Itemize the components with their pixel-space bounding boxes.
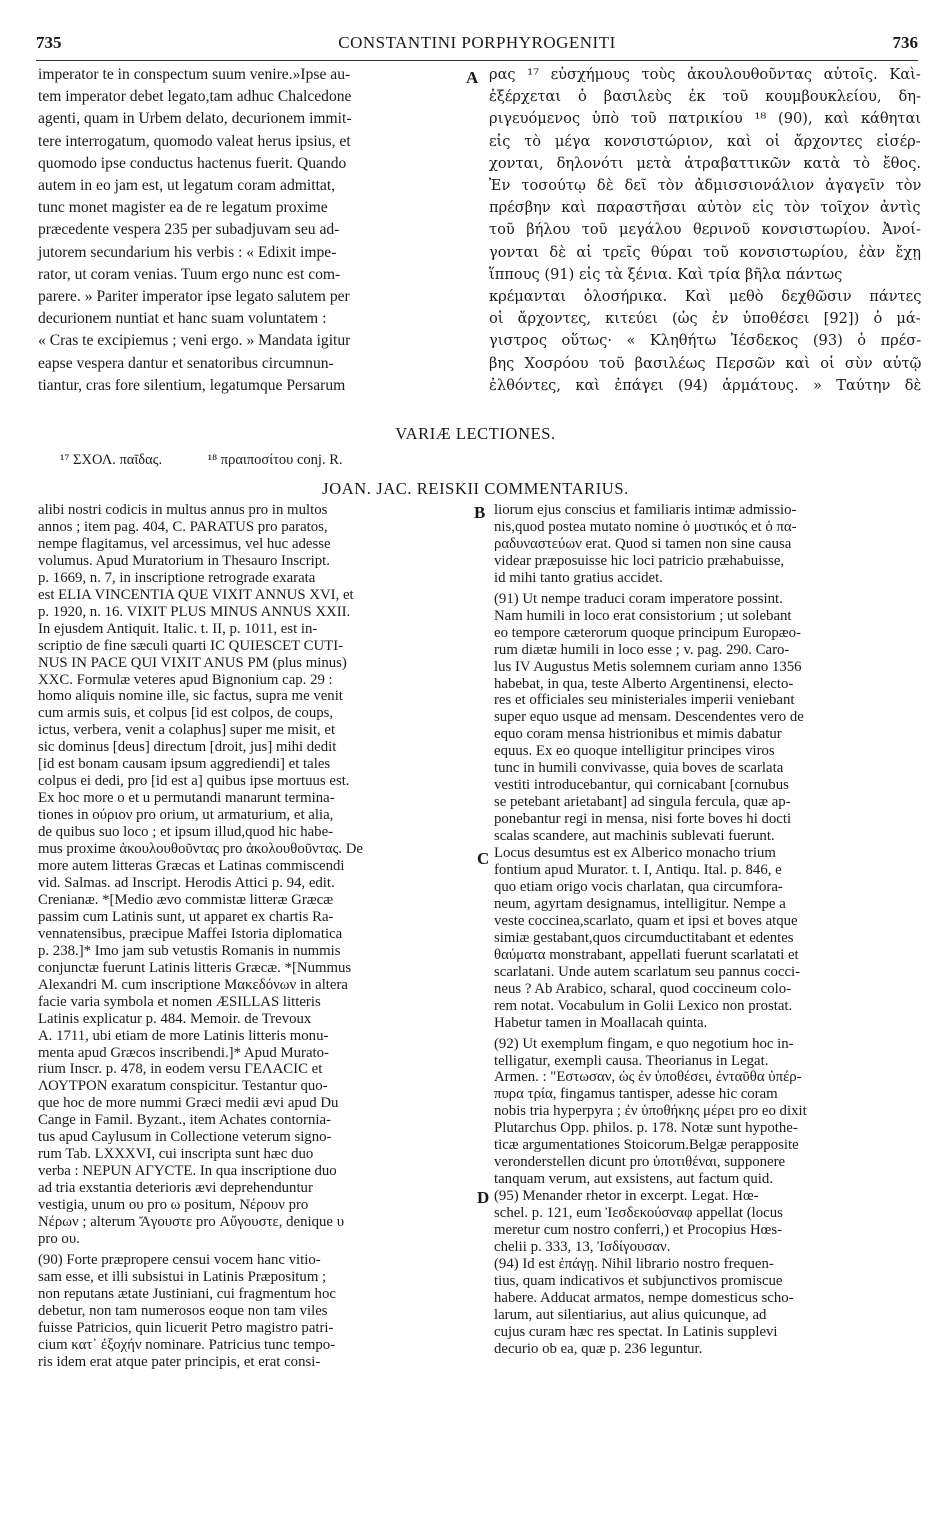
text-line: sic dominus [deus] directum [droit, jus] mihi dedit — [38, 739, 337, 756]
text-line: fontium apud Murator. t. I, Antiqu. Ital. p. 846, e — [494, 862, 782, 879]
text-line: agenti, quam in Urbem delato, decurionem immit- — [38, 110, 352, 128]
text-line: cum armis suis, et colpus [id est colpos, de coups, — [38, 705, 334, 722]
text-line: tanquam verum, aut exsistens, aut factum quid. — [494, 1171, 774, 1188]
text-line: videar præposuisse hic loci patricio præhabuisse, — [494, 552, 785, 569]
text-line: veronderstellen dicunt pro ὑποτιθέναι, supponere — [494, 1154, 786, 1171]
text-line: parere. » Pariter imperator ipse legato salutem per — [38, 288, 350, 306]
text-line: ris idem erat atque pater principis, et erat consi- — [38, 1353, 321, 1370]
latin-translation-column — [38, 64, 466, 397]
text-line: scalas scandere, aut machinis sublevati fuerunt. — [494, 828, 775, 845]
text-line: Latinis explicatur p. 484. Memoir. de Trevoux — [38, 1010, 312, 1027]
text-line: neus ? Ab Arabico, scharal, quod coccineum colo- — [494, 980, 792, 997]
text-line: præcedente vespera 235 per subadjuvam seu ad- — [38, 221, 340, 239]
text-line: tiantur, cras fore silentium, legatumque Persarum — [38, 376, 346, 394]
text-line: cium κατ᾽ ἐξοχήν nominare. Patricius tunc tempo- — [38, 1336, 336, 1353]
text-line: Ἐν τοσούτῳ δὲ δεῖ τὸν ἀδμισσιονάλιον ἀγαγεῖν τὸν — [489, 177, 922, 195]
text-line: τοῦ βήλου τοῦ μεγάλου θερινοῦ κονσιστωρίου. Ἀνοί- — [489, 221, 921, 239]
text-line: Cange in Famil. Byzant., item Achates contornia- — [38, 1112, 331, 1129]
text-line: facie varia symbola et nomen ÆSILLAS litteris — [38, 993, 321, 1010]
text-line: rum Tab. LXXXVI, cui inscripta sunt hæc duo — [38, 1146, 314, 1163]
text-line: annos ; item pag. 404, C. PARATUS pro paratos, — [38, 518, 328, 535]
text-line: conjunctæ fuerunt Latinis litteris Græcæ. *[Nummus — [38, 959, 352, 976]
text-line: super equo usque ad mensam. Descendentes vero de — [494, 709, 804, 726]
text-line: (95) Menander rhetor in excerpt. Legat. Hœ- — [494, 1188, 759, 1205]
text-line: (92) Ut exemplum fingam, e quo negotium hoc in- — [494, 1035, 794, 1052]
text-line: vennatensibus, præcipue Maffei Istoria diplomatica — [38, 925, 343, 942]
text-line: Locus desumtus est ex Alberico monacho trium — [494, 845, 776, 862]
text-line: ΛΟΥΤΡΟΝ exaratum conspicitur. Testantur quo- — [38, 1078, 328, 1095]
text-line: tunc in humili convivasse, quia boves de scarlata — [494, 760, 784, 777]
text-line: p. 1669, n. 7, in inscriptione retrograde exarata — [38, 569, 316, 586]
page-header — [36, 33, 918, 57]
text-line: ἐλθόντες, καὶ ἐπάγει (94) ἀρμάτους. » Ταύτην δὲ — [489, 376, 922, 394]
text-line: (90) Forte præpropere censui vocem hanc vitio- — [38, 1251, 321, 1268]
text-line: scriptio de fine sæculi quarti IC QUIESCET CUTI- — [38, 637, 344, 654]
text-line: schel. p. 121, eum Ἰεσδεκούσναφ appellat (locus — [494, 1205, 783, 1222]
running-title: CONSTANTINI PORPHYROGENITI — [338, 33, 616, 52]
text-line: habebat, in qua, teste Alberto Argentinensi, electo- — [494, 675, 794, 692]
text-line: tiones in ούριον pro orium, ut armaturium, et alia, — [38, 807, 334, 824]
text-line: verba : NEPUN AΓΥCTE. In qua inscriptione duo — [38, 1163, 337, 1180]
text-line: (91) Ut nempe traduci coram imperatore possint. — [494, 590, 783, 607]
margin-marker-a: A — [466, 68, 479, 87]
text-line: p. 238.]* Imo jam sub vetustis Romanis in nummis — [38, 942, 341, 959]
text-line: simiæ gestabant,quos circumductitabant et edentes — [494, 929, 794, 946]
text-line: se petebant arietabant] ad singula fercula, quæ ap- — [494, 794, 791, 811]
margin-marker-b: B — [474, 503, 486, 522]
text-line: more autem litteras Græcas et Latinas commiscendi — [38, 858, 345, 875]
text-line: de quibus suo loco ; et ipsum illud,quod hic habe- — [38, 824, 334, 841]
text-line: equus. Ex eo quoque intelligitur principes viros — [494, 743, 775, 760]
text-line: εἰς τὸ μέγα κονσιστώριον, καὶ οἱ ἄρχοντες εἰσέρ- — [489, 132, 921, 150]
text-line: ἵππους (91) εἰς τὰ ξένια. Καὶ τρία βῆλα πάντως — [489, 265, 843, 283]
text-line: neum, agyrtam designamus, intelligitur. Nempe a — [494, 895, 786, 912]
variant-reading: ¹⁸ πραιποσίτου conj. R. — [207, 452, 343, 468]
text-line: In ejusdem Antiquit. Italic. t. II, p. 1011, est in- — [38, 620, 318, 637]
text-line: debetur, non tam numerosos eoque non tam viles — [38, 1302, 328, 1319]
text-line: tus apud Caylusum in Collectione veterum signo- — [38, 1129, 332, 1146]
text-line: p. 1920, n. 16. VIXIT PLUS MINUS ANNUS XXII. — [38, 603, 351, 620]
text-line: ριγευόμενος ὑπὸ τοῦ πατρικίου ¹⁸ (90), καὶ κάθηται — [489, 110, 922, 128]
text-line: vid. Salmas. ad Inscript. Herodis Attici p. 94, edit. — [38, 874, 335, 891]
text-line: alibi nostri codicis in multus annus pro in multos — [38, 502, 328, 518]
text-line: rum diætæ humili in loco esse ; v. pag. 290. Caro- — [494, 641, 790, 658]
text-line: Νέρων ; alterum Ἄγουστε pro Αὔγουστε, denique υ — [38, 1214, 345, 1231]
text-line: Plutarchus Opp. philos. p. 178. Notæ sunt hypothe- — [494, 1120, 798, 1137]
text-line: βης Χοσρόου τοῦ βασιλέως Περσῶν καὶ οἱ σὺν αὐτῷ — [489, 354, 922, 372]
text-line: nempe flagitamus, vel arcessimus, vel huc adesse — [38, 535, 331, 552]
text-line: tius, quam indicativos et subjunctivos promiscue — [494, 1272, 783, 1289]
text-line: nis,quod postea mutato nomine ὁ μυστικός et ὁ πα- — [494, 518, 797, 535]
text-line: sam esse, et illi subsistui in Latinis Præpositum ; — [38, 1268, 327, 1285]
text-line: tem imperator debet legato,tam adhuc Chalcedone — [38, 88, 352, 106]
text-line: ρας ¹⁷ εὐσχήμους τοὺς ἀκουλουθοῦντας αὐτοῖς. Καὶ- — [489, 66, 921, 83]
text-line: Alexandri M. cum inscriptione Μακεδόνων in altera — [38, 976, 348, 993]
text-line: ticæ argumentationes Stoicorum.Belgæ perapposite — [494, 1137, 799, 1154]
text-line: quomodo ipse conductus hactenus fuerit. Quando — [38, 154, 347, 172]
text-line: colpus ei dedi, pro [id est a] quibus ipse mortuus est. — [38, 773, 350, 790]
text-line: lus IV Augustus Metis solemnem curiam anno 1356 — [494, 658, 802, 675]
commentary-right-column — [494, 502, 926, 1358]
text-line: γονται δὲ αἱ τρεῖς θύραι τοῦ κονσιστωρίου, ἐὰν ἔχῃ — [489, 243, 921, 261]
text-line: eapse vespera dantur et senatoribus circumnun- — [38, 354, 334, 372]
text-line: χονται, δηλονότι μετὰ ἀτραβαττικῶν κατὰ τὸ ἔθος. — [489, 154, 922, 172]
margin-marker-c: C — [477, 849, 490, 868]
text-line: Ex hoc more o et u permutandi manarunt termina- — [38, 790, 335, 807]
text-line: quo etiam origo vocis charlatan, qua circumfora- — [494, 878, 783, 895]
margin-marker-d: D — [477, 1188, 490, 1207]
text-line: πρέσβην καὶ παραστῆσαι αὐτὸν εἰς τὸν τοῖχον ἀντὶς — [489, 199, 921, 217]
text-line: fuisse Patricios, quin licuerit Petro magistro patri- — [38, 1319, 334, 1336]
variant-reading: ¹⁷ ΣΧΟΛ. παῖδας. — [60, 452, 163, 468]
text-line: ponebantur regi in mensa, nisi forte boves hi docti — [494, 811, 792, 828]
text-line: rator, ut coram venias. Tuum ergo nunc est com- — [38, 265, 341, 283]
text-line: tunc monet magister ea de re legatum proxime — [38, 199, 328, 217]
text-line: imperator te in conspectum suum venire.»Ipse au- — [38, 66, 351, 83]
text-line: eo tempore cæterorum quoque principum Europæo- — [494, 624, 801, 641]
text-line: Habetur tamen in Moallacah quinta. — [494, 1014, 708, 1031]
text-line: id mihi tanto gratius accidet. — [494, 569, 663, 586]
text-line: telligatur, exempli causa. Theorianus in Legat. — [494, 1052, 769, 1069]
text-line: [id est bonam causam ipsum aggrediendi] et tales — [38, 756, 331, 773]
text-line: ictus, verbera, venit a colaphus] super me misit, et — [38, 722, 336, 739]
page-number-left: 735 — [36, 33, 62, 52]
text-line: homo aliquis nomine ille, sic factus, supra me venit — [38, 688, 343, 705]
text-line: ραδυναστεύων erat. Quod si tamen non sine causa — [494, 535, 792, 552]
text-line: Armen. : "Εστωσαν, ὡς ἐν ὑποθέσει, ἐνταῦθα ὑπέρ- — [494, 1069, 802, 1086]
text-line: que hoc de more nummi Græci medii ævi apud Du — [38, 1095, 339, 1112]
commentary-left-column — [38, 502, 470, 1371]
text-line: chelii p. 333, 13, Ἰσδίγουσαν. — [494, 1238, 671, 1255]
text-line: Nam humili in loco erat consistorium ; ut solebant — [494, 607, 792, 624]
text-line: mus proxime ἀκουλουθοῦντας pro ἀκολουθοῦντας. De — [38, 841, 363, 858]
text-line: « Cras te excipiemus ; veni ergo. » Mandata igitur — [38, 332, 351, 350]
text-line: non reputans ætate Justiniani, cui fragmentum hoc — [38, 1285, 336, 1302]
greek-text-column — [489, 64, 921, 397]
text-line: menta apud Græcos inscribendi.]* Apud Murato- — [38, 1044, 329, 1061]
text-line: jutorem secundarium his verbis : « Edixit impe- — [38, 243, 337, 261]
text-line: οἱ ἄρχοντες, κιτεύει (ὡς ἐν ὑποθέσει [92]) ὁ μά- — [489, 310, 921, 328]
text-line: passim cum Latinis sunt, ut apparet ex chartis Ra- — [38, 908, 334, 925]
text-line: pro ου. — [38, 1230, 80, 1247]
page-number-right: 736 — [892, 33, 918, 52]
text-line: NUS IN PACE QUI VIXIT ANUS PM (plus minus) — [38, 654, 347, 671]
variae-lectiones-heading: VARIÆ LECTIONES. — [395, 424, 556, 443]
text-line: veste coccinea,scarlato, quam et ipsi et boves atque — [494, 912, 798, 929]
text-line: Crenianæ. *[Medio ævo commistæ litteræ Græcæ — [38, 891, 334, 908]
text-line: γιστρος οὕτως· « Κληθήτω Ἰέσδεκος (93) ὁ πρέσ- — [489, 332, 922, 350]
variant-readings — [60, 452, 343, 469]
text-line: XXC. Formulæ veteres apud Bignonium cap. 29 : — [38, 671, 333, 688]
text-line: πυρα τρία, fingamus tantisper, adesse hic coram — [494, 1086, 778, 1103]
text-line: (94) Id est ἐπάγῃ. Nihil librario nostro frequen- — [494, 1255, 774, 1272]
text-line: decurio ob ea, quæ p. 236 leguntur. — [494, 1340, 703, 1357]
text-line: nobis tria hyperpyra ; ἐν ὑποθήκης μέρει pro eo dixit — [494, 1103, 807, 1120]
text-line: equo coram mensa histrionibus et mimis dabatur — [494, 726, 782, 743]
text-line: θαύματα monstrabant, appellati fuerunt scarlatati et — [494, 946, 799, 963]
text-line: tere interrogatum, quomodo valeat herus ipsius, et — [38, 132, 351, 150]
text-line: vestigia, unum ου pro ω positum, Νέρουν pro — [38, 1197, 309, 1214]
text-line: cujus curam hæc res spectat. In Latinis supplevi — [494, 1323, 778, 1340]
text-line: habere. Adducat armatos, nempe domesticus scho- — [494, 1289, 794, 1306]
text-line: ad tria exstantia deterioris ævi deprehenduntur — [38, 1180, 313, 1197]
text-line: meretur cum nostro conferri,) et Procopius Hœs- — [494, 1222, 783, 1239]
text-line: autem in eo jam est, ut legatum coram admittat, — [38, 177, 336, 195]
text-line: est ELIA VINCENTIA QUE VIXIT ANNUS XVI, et — [38, 586, 354, 603]
text-line: rem notat. Vocabulum in Golii Lexico non prostat. — [494, 997, 793, 1014]
text-line: decurionem nuntiat et hanc suam voluntatem : — [38, 310, 327, 328]
text-line: res et officiales seu ministeriales imperii veniebant — [494, 692, 795, 709]
text-line: ἐξέρχεται ὁ βασιλεὺς ἐκ τοῦ κουμβουκλείου, δη- — [489, 88, 921, 106]
text-line: larum, aut silentiarius, aut alius quicunque, ad — [494, 1306, 767, 1323]
header-rule — [36, 60, 918, 61]
text-line: liorum ejus conscius et familiaris intimæ admissio- — [494, 502, 797, 518]
text-line: vestiti introducebantur, qui cornicabant [cornubus — [494, 777, 789, 794]
text-line: κρέμανται ὁλοσήρικα. Καὶ μεθὸ δεχθῶσιν πάντες — [489, 288, 922, 306]
text-line: A. 1711, ubi etiam de more Latinis litteris monu- — [38, 1027, 329, 1044]
text-line: rium Inscr. p. 478, in eodem versu ΓΕΛΑCIC et — [38, 1061, 323, 1078]
commentary-heading: JOAN. JAC. REISKII COMMENTARIUS. — [322, 479, 629, 498]
text-line: scarlatani. Unde autem scarlatum seu pannus cocci- — [494, 963, 801, 980]
text-line: volumus. Apud Muratorium in Thesauro Inscript. — [38, 552, 330, 569]
